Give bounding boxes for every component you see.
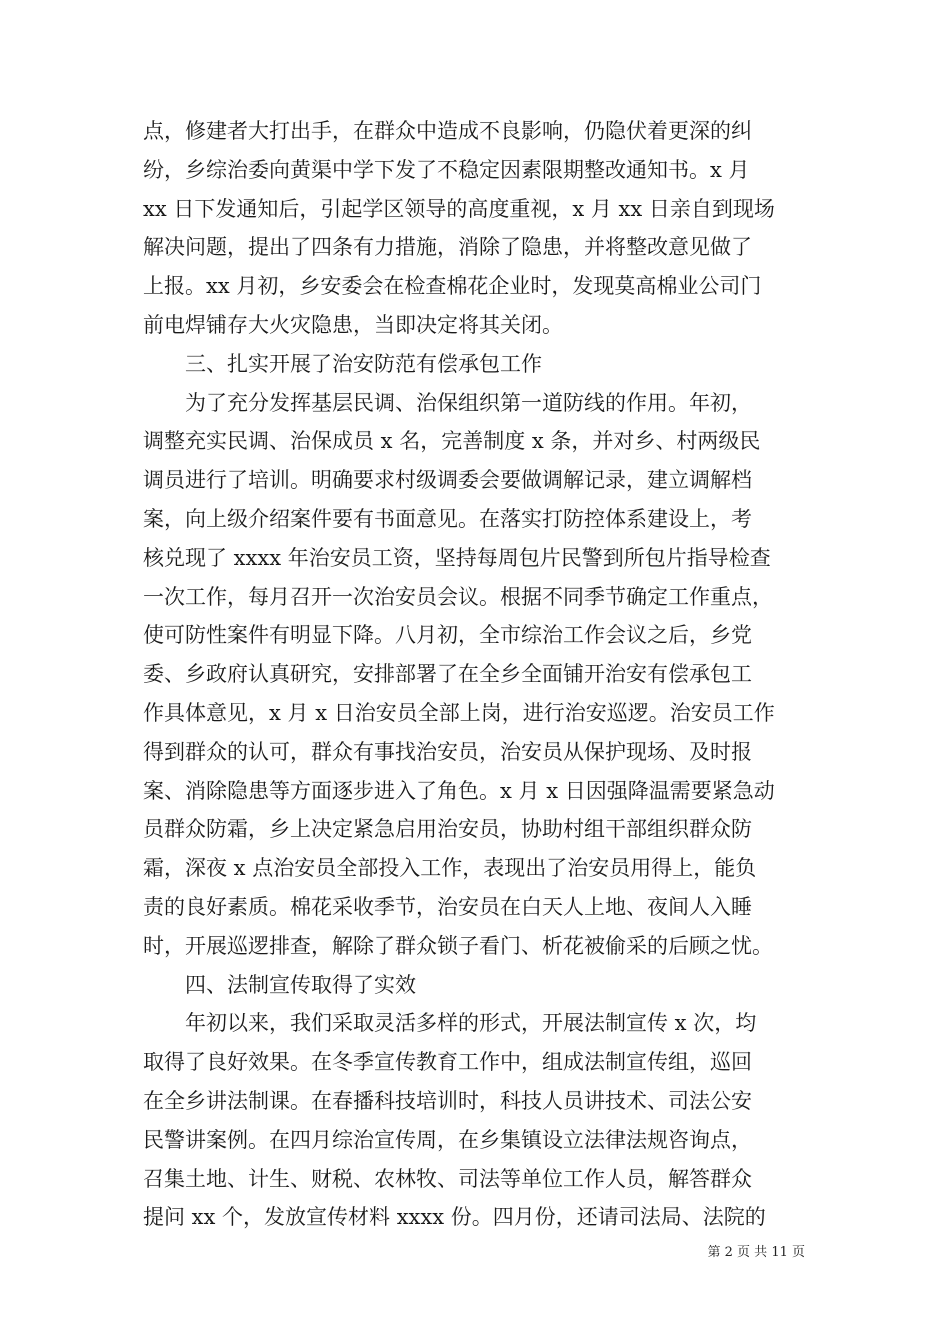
text-line: 委、乡政府认真研究，安排部署了在全乡全面铺开治安有偿承包工 (143, 662, 752, 687)
text-line: 点，修建者大打出手，在群众中造成不良影响，仍隐伏着更深的纠 (143, 119, 752, 143)
text-line: 霜，深夜 x 点治安员全部投入工作，表现出了治安员用得上，能负 (143, 856, 757, 881)
text-line: 案，向上级介绍案件要有书面意见。在落实打防控体系建设上，考 (143, 506, 752, 531)
text-line: 解决问题，提出了四条有力措施，消除了隐患，并将整改意见做了 (143, 235, 752, 260)
text-line: 核兑现了 xxxx 年治安员工资，坚持每周包片民警到所包片指导检查 (143, 545, 771, 570)
text-line: 调员进行了培训。明确要求村级调委会要做调解记录，建立调解档 (143, 468, 752, 493)
text-line: 作具体意见，x 月 x 日治安员全部上岗，进行治安巡逻。治安员工作 (143, 700, 775, 725)
text-line: 纷，乡综治委向黄渠中学下发了不稳定因素限期整改通知书。x 月 (143, 157, 750, 182)
text-line: 使可防性案件有明显下降。八月初，全市综治工作会议之后，乡党 (143, 623, 752, 648)
text-line: 时，开展巡逻排查，解除了群众锁子看门、析花被偷采的后顾之忧。 (143, 933, 773, 958)
section-heading: 四、法制宣传取得了实效 (185, 972, 416, 997)
text-line: 上报。xx 月初，乡安委会在检查棉花企业时，发现莫高棉业公司门 (143, 274, 762, 299)
text-line: 为了充分发挥基层民调、治保组织第一道防线的作用。年初， (185, 390, 752, 415)
text-line: 责的良好素质。棉花采收季节，治安员在白天人上地、夜间人入睡 (143, 894, 752, 919)
text-line: 前电焊铺存大火灾隐患，当即决定将其关闭。 (143, 312, 563, 337)
section-heading: 三、扎实开展了治安防范有偿承包工作 (185, 351, 542, 376)
text-line: 提问 xx 个，发放宣传材料 xxxx 份。四月份，还请司法局、法院的 (143, 1205, 766, 1230)
text-line: 在全乡讲法制课。在春播科技培训时，科技人员讲技术、司法公安 (143, 1088, 752, 1113)
text-line: 一次工作，每月召开一次治安员会议。根据不同季节确定工作重点， (143, 584, 773, 609)
text-line: 取得了良好效果。在冬季宣传教育工作中，组成法制宣传组，巡回 (143, 1050, 752, 1075)
text-line: 得到群众的认可，群众有事找治安员，治安员从保护现场、及时报 (143, 739, 752, 764)
text-line: 年初以来，我们采取灵活多样的形式，开展法制宣传 x 次，均 (185, 1011, 757, 1036)
text-line: 案、消除隐患等方面逐步进入了角色。x 月 x 日因强降温需要紧急动 (143, 778, 775, 803)
text-line: 召集土地、计生、财税、农林牧、司法等单位工作人员，解答群众 (143, 1166, 752, 1191)
text-line: 调整充实民调、治保成员 x 名，完善制度 x 条，并对乡、村两级民 (143, 429, 761, 454)
body-text (143, 112, 808, 1237)
text-line: xx 日下发通知后，引起学区领导的高度重视，x 月 xx 日亲自到现场 (143, 196, 775, 221)
page-number: 第 2 页 共 11 页 (707, 1245, 805, 1260)
text-line: 民警讲案例。在四月综治宣传周，在乡集镇设立法律法规咨询点， (143, 1127, 752, 1152)
text-line: 员群众防霜，乡上决定紧急启用治安员，协助村组干部组织群众防 (143, 817, 752, 842)
